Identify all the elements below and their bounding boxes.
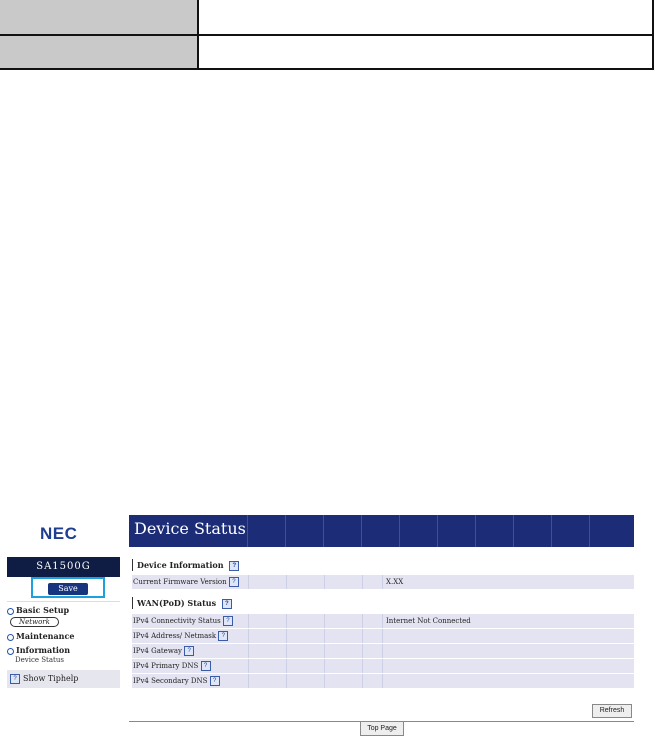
sidebar-item-network[interactable] (10, 617, 59, 627)
row-grid-line (248, 629, 249, 643)
row-grid-line (248, 644, 249, 658)
table-row (132, 644, 634, 659)
header-grid-line (589, 515, 590, 547)
top-page-button[interactable]: Top Page (360, 721, 404, 736)
help-icon[interactable]: ? (184, 646, 194, 656)
spec-table-label-cell (0, 0, 197, 34)
help-icon[interactable]: ? (210, 676, 220, 686)
row-value: Internet Not Connected (386, 617, 471, 625)
help-icon[interactable]: ? (222, 599, 232, 609)
row-grid-line (286, 629, 287, 643)
help-icon: ? (10, 674, 20, 684)
row-grid-line (324, 674, 325, 688)
model-name-banner: SA1500G (7, 557, 120, 577)
row-grid-line (382, 629, 383, 643)
header-grid-line (247, 515, 248, 547)
row-grid-line (362, 575, 363, 589)
header-grid-line (513, 515, 514, 547)
spec-table-row (0, 36, 654, 68)
row-grid-line (248, 614, 249, 628)
bullet-icon (7, 648, 14, 655)
row-label: IPv4 Gateway ? (133, 644, 194, 658)
router-ui-screenshot (0, 505, 654, 738)
help-icon[interactable]: ? (223, 616, 233, 626)
help-icon[interactable]: ? (229, 577, 239, 587)
row-grid-line (248, 575, 249, 589)
header-grid-line (437, 515, 438, 547)
sidebar-item-maintenance[interactable] (7, 631, 74, 641)
row-grid-line (324, 614, 325, 628)
row-label: IPv4 Primary DNS ? (133, 659, 211, 673)
sidebar-item-device-status[interactable] (15, 656, 64, 664)
table-row (132, 659, 634, 674)
main-panel (129, 515, 634, 723)
row-grid-line (286, 644, 287, 658)
help-icon[interactable]: ? (201, 661, 211, 671)
row-label: IPv4 Address/ Netmask ? (133, 629, 228, 643)
help-icon[interactable]: ? (218, 631, 228, 641)
spec-table-row (0, 0, 654, 36)
help-icon[interactable]: ? (229, 561, 239, 571)
show-tiphelp-toggle[interactable] (7, 670, 120, 688)
section-title-wan-status (132, 597, 232, 609)
spec-table-value-cell (199, 36, 652, 68)
row-grid-line (382, 659, 383, 673)
page-title: Device Status (134, 519, 246, 538)
section-title-label: Device Information (137, 560, 224, 570)
sidebar-item-information[interactable] (7, 645, 70, 655)
section-title-label: WAN(PoD) Status (137, 598, 217, 608)
sidebar-item-label: Device Status (15, 656, 64, 664)
row-label: Current Firmware Version ? (133, 575, 239, 589)
sidebar-item-label: Information (16, 645, 71, 655)
spec-table-label-cell (0, 36, 197, 68)
save-area (7, 577, 120, 602)
row-grid-line (324, 644, 325, 658)
row-grid-line (382, 575, 383, 589)
sidebar-item-basic-setup[interactable] (7, 605, 69, 615)
row-grid-line (286, 575, 287, 589)
row-value: X.XX (386, 578, 404, 586)
row-grid-line (362, 614, 363, 628)
row-label: IPv4 Connectivity Status ? (133, 614, 233, 628)
header-grid-line (285, 515, 286, 547)
show-tiphelp-label: Show Tiphelp (23, 674, 79, 683)
row-grid-line (286, 674, 287, 688)
header-grid-line (475, 515, 476, 547)
row-grid-line (324, 659, 325, 673)
spec-table (0, 0, 654, 70)
row-grid-line (362, 659, 363, 673)
header-grid-line (323, 515, 324, 547)
sidebar-item-label: Network (10, 617, 59, 627)
row-grid-line (324, 575, 325, 589)
section-title-device-information (132, 559, 239, 571)
bullet-icon (7, 608, 14, 615)
table-row (132, 575, 634, 590)
nec-logo: NEC (40, 524, 78, 543)
header-grid-line (399, 515, 400, 547)
row-label: IPv4 Secondary DNS ? (133, 674, 220, 688)
table-row (132, 629, 634, 644)
header-grid-line (551, 515, 552, 547)
table-row (132, 674, 634, 689)
save-highlight-frame (31, 577, 105, 598)
row-grid-line (286, 614, 287, 628)
table-row (132, 614, 634, 629)
refresh-button[interactable]: Refresh (592, 704, 632, 718)
row-grid-line (286, 659, 287, 673)
row-grid-line (362, 644, 363, 658)
row-grid-line (382, 674, 383, 688)
spec-table-value-cell (199, 0, 652, 34)
row-grid-line (362, 629, 363, 643)
sidebar-item-label: Basic Setup (16, 605, 70, 615)
row-grid-line (382, 614, 383, 628)
sidebar-item-label: Maintenance (16, 631, 75, 641)
row-grid-line (324, 629, 325, 643)
page-header (129, 515, 634, 547)
row-grid-line (382, 644, 383, 658)
row-grid-line (362, 674, 363, 688)
row-grid-line (248, 674, 249, 688)
row-grid-line (248, 659, 249, 673)
bullet-icon (7, 634, 14, 641)
header-grid-line (361, 515, 362, 547)
save-button[interactable]: Save (48, 583, 88, 595)
